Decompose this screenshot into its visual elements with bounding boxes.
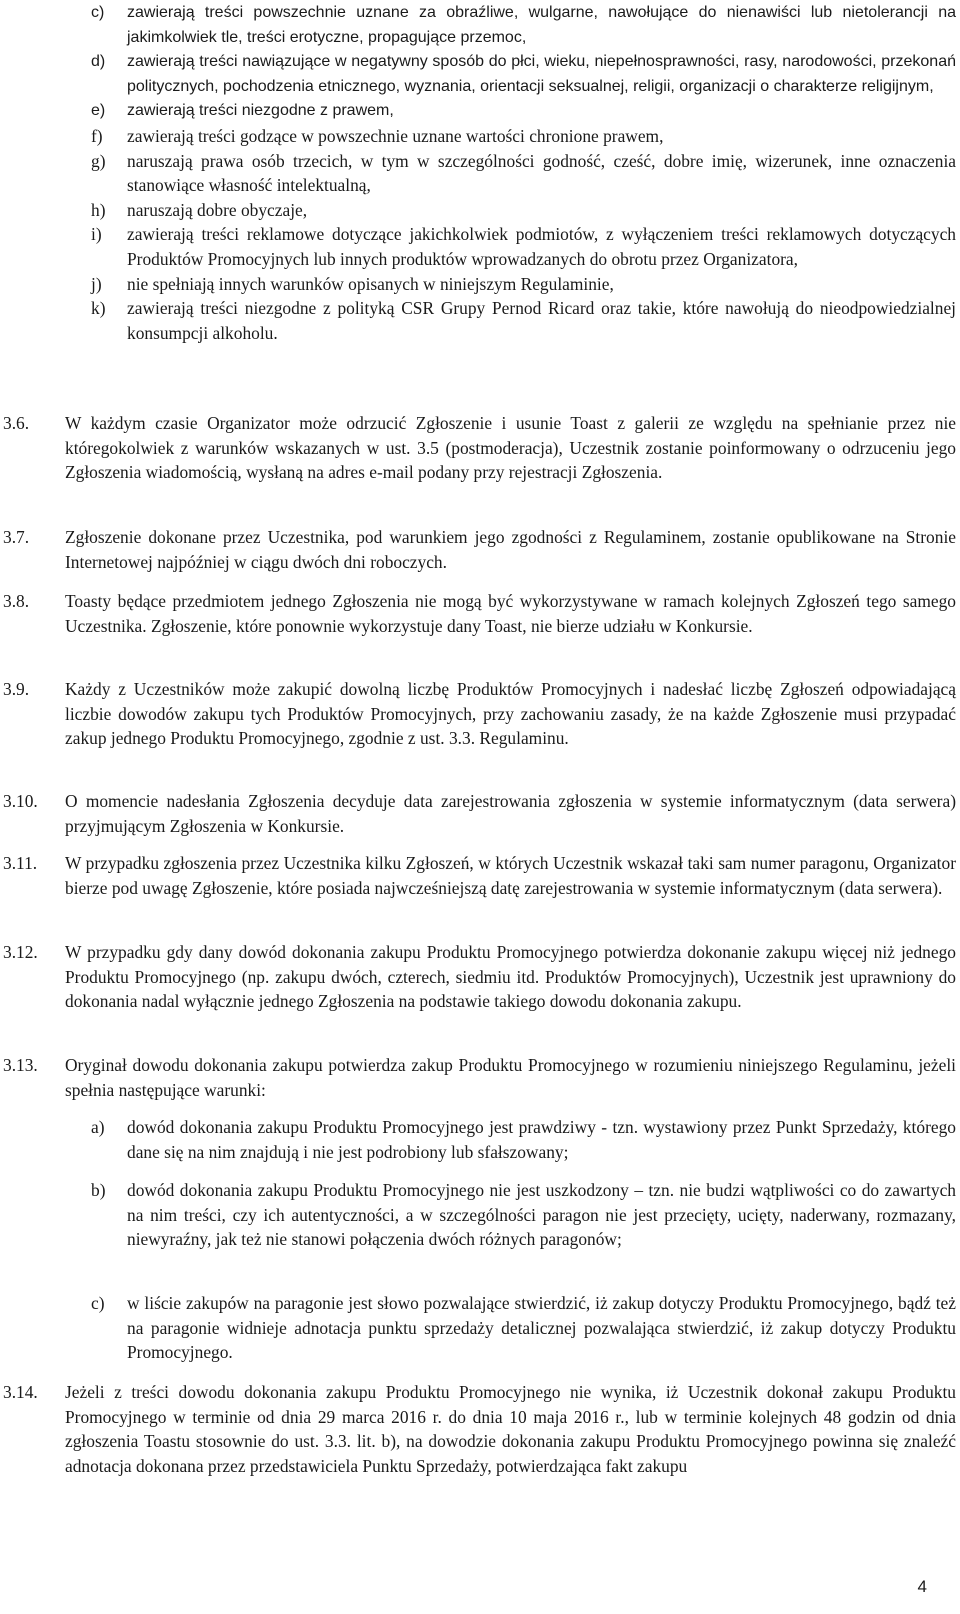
list-item	[91, 149, 956, 198]
list-item-text: naruszają prawa osób trzecich, w tym w szczególności godność, cześć, dobre imię, wizerunek, inne oznaczenia stanowiące własność intelektualną,	[127, 150, 956, 196]
section-3-7	[3, 525, 956, 574]
list-item-label: f)	[91, 125, 103, 146]
section-3-8	[3, 589, 956, 638]
list-item-label: h)	[91, 199, 106, 220]
section-3-13	[3, 1053, 956, 1102]
prohibited-content-list	[91, 1, 956, 345]
section-text: Oryginał dowodu dokonania zakupu potwierdza zakup Produktu Promocyjnego w rozumieniu niniejszego Regulaminu, jeżeli spełnia następujące warunki:	[65, 1055, 956, 1100]
section-3-6	[3, 411, 956, 485]
section-text: Zgłoszenie dokonane przez Uczestnika, pod warunkiem jego zgodności z Regulaminem, zostanie opublikowane na Stronie Internetowej najpóźniej w ciągu dwóch dni roboczych.	[65, 527, 956, 572]
section-text: W przypadku gdy dany dowód dokonania zakupu Produktu Promocyjnego potwierdza dokonanie zakupu więcej niż jednego Produktu Promocyjnego (np. zakupu dwóch, czterech, siedmiu itd. Produktów Promocyjnych), Uczestnik jest uprawniony do dokonania nadal wyłącznie jednego Zgłoszenia na podstawie takiego dowodu dokonania zakupu.	[65, 942, 956, 1012]
section-3-13-item-b	[91, 1178, 956, 1252]
list-item-label: j)	[91, 273, 102, 294]
list-item-text: naruszają dobre obyczaje,	[127, 199, 308, 220]
list-item	[91, 1, 956, 50]
section-3-13-item-a	[91, 1115, 956, 1164]
list-item-text: zawierają treści godzące w powszechnie uznane wartości chronione prawem,	[127, 125, 664, 146]
list-item	[91, 296, 956, 345]
list-item-label: i)	[91, 224, 102, 245]
section-text: Jeżeli z treści dowodu dokonania zakupu Produktu Promocyjnego nie wynika, iż Uczestnik dokonał zakupu Produktu Promocyjnego w terminie od dnia 29 marca 2016 r. do dnia 10 maja 2016 r., lub w terminie kolejnych 48 godzin od dnia zgłoszenia Toastu stosownie do ust. 3.3. lit. b), na dowodzie dokonania zakupu Produktu Promocyjnego powinna się znaleźć adnotacja dokonana przez przedstawiciela Punktu Sprzedaży, potwierdzająca fakt zakupu	[65, 1382, 956, 1476]
list-item-label: c)	[91, 1293, 105, 1313]
list-item-text: w liście zakupów na paragonie jest słowo pozwalające stwierdzić, iż zakup dotyczy Produktu Promocyjnego, bądź też na paragonie widnieje adnotacja punktu sprzedaży detalicznej pozwalająca stwierdzić, iż zakup dotyczy Produktu Promocyjnego.	[127, 1293, 956, 1363]
list-item-text: zawierają treści reklamowe dotyczące jakichkolwiek podmiotów, z wyłączeniem treści reklamowych dotyczących Produktów Promocyjnych lub innych produktów wprowadzanych do obrotu przez Organizatora,	[127, 224, 956, 269]
section-text: W każdym czasie Organizator może odrzucić Zgłoszenie i usunie Toast z galerii ze względu na spełnianie przez nie któregokolwiek z warunków wskazanych w ust. 3.5 (postmoderacja), Uczestnik zostanie poinformowany o odrzuceniu jego Zgłoszenia wiadomością, wysłaną na adres e-mail podany przy rejestracji Zgłoszenia.	[65, 413, 956, 483]
page-number: 4	[917, 1577, 927, 1596]
list-item	[91, 272, 956, 297]
section-text: O momencie nadesłania Zgłoszenia decyduje data zarejestrowania zgłoszenia w systemie informatycznym (data serwera) przyjmującym Zgłoszenia w Konkursie.	[65, 791, 956, 836]
list-item	[91, 198, 956, 223]
list-item-label: d)	[91, 53, 106, 71]
list-item-label: b)	[91, 1180, 106, 1200]
section-3-13-item-c	[91, 1291, 956, 1365]
section-number: 3.7.	[3, 527, 30, 547]
list-item-text: dowód dokonania zakupu Produktu Promocyjnego nie jest uszkodzony – tzn. nie budzi wątpliwości co do zawartych na nim treści, czy ich autentyczności, a w szczególności paragon nie jest przecięty, ucięty, naderwany, rozmazany, niewyraźny, jak też nie stanowi połączenia dwóch różnych paragonów;	[127, 1180, 956, 1250]
list-item-text: nie spełniają innych warunków opisanych w niniejszym Regulaminie,	[127, 273, 614, 294]
section-number: 3.8.	[3, 591, 30, 611]
list-item	[91, 50, 956, 99]
section-number: 3.11.	[3, 853, 38, 873]
section-3-10	[3, 789, 956, 838]
list-item-label: c)	[91, 4, 105, 21]
list-item-text: zawierają treści niezgodne z prawem,	[127, 102, 394, 120]
list-item-label: e)	[91, 102, 106, 120]
section-number: 3.6.	[3, 413, 30, 433]
section-number: 3.10.	[3, 791, 38, 811]
list-item	[91, 99, 956, 124]
list-item	[91, 222, 956, 271]
list-item-label: k)	[91, 298, 106, 319]
list-item	[91, 124, 956, 149]
section-3-12	[3, 940, 956, 1014]
section-text: Każdy z Uczestników może zakupić dowolną liczbę Produktów Promocyjnych i nadesłać liczbę Zgłoszeń odpowiadającą liczbie dowodów zakupu tych Produktów Promocyjnych, przy zachowaniu zasady, że na każde Zgłoszenie musi przypadać zakup jednego Produktu Promocyjnego, zgodnie z ust. 3.3. Regulaminu.	[65, 679, 956, 749]
list-item-label: a)	[91, 1117, 105, 1137]
section-number: 3.9.	[3, 679, 30, 699]
section-text: Toasty będące przedmiotem jednego Zgłoszenia nie mogą być wykorzystywane w ramach kolejnych Zgłoszeń tego samego Uczestnika. Zgłoszenie, które ponownie wykorzystuje dany Toast, nie bierze udziału w Konkursie.	[65, 591, 956, 636]
section-number: 3.14.	[3, 1382, 38, 1402]
section-number: 3.13.	[3, 1055, 38, 1075]
list-item-text: zawierają treści nawiązujące w negatywny sposób do płci, wieku, niepełnosprawności, rasy, narodowości, przekonań politycznych, pochodzenia etnicznego, wyznania, orientacji seksualnej, religii, organizacji o charakterze religijnym,	[127, 53, 956, 95]
section-text: W przypadku zgłoszenia przez Uczestnika kilku Zgłoszeń, w których Uczestnik wskazał taki sam numer paragonu, Organizator bierze pod uwagę Zgłoszenie, które posiada najwcześniejszą datę zarejestrowania w systemie informatycznym (data serwera).	[65, 853, 956, 898]
section-number: 3.12.	[3, 942, 38, 962]
list-item-text: dowód dokonania zakupu Produktu Promocyjnego jest prawdziwy - tzn. wystawiony przez Punkt Sprzedaży, którego dane się na nim znajdują i nie jest podrobiony lub sfałszowany;	[127, 1117, 956, 1162]
list-item-text: zawierają treści powszechnie uznane za obraźliwe, wulgarne, nawołujące do nienawiści lub nietolerancji na jakimkolwiek tle, treści erotyczne, propagujące przemoc,	[127, 4, 956, 46]
section-3-11	[3, 851, 956, 900]
list-item-text: zawierają treści niezgodne z polityką CSR Grupy Pernod Ricard oraz takie, które nawołują do nieodpowiedzialnej konsumpcji alkoholu.	[127, 298, 956, 343]
list-item-label: g)	[91, 150, 106, 171]
section-3-9	[3, 677, 956, 751]
section-3-14	[3, 1380, 956, 1478]
